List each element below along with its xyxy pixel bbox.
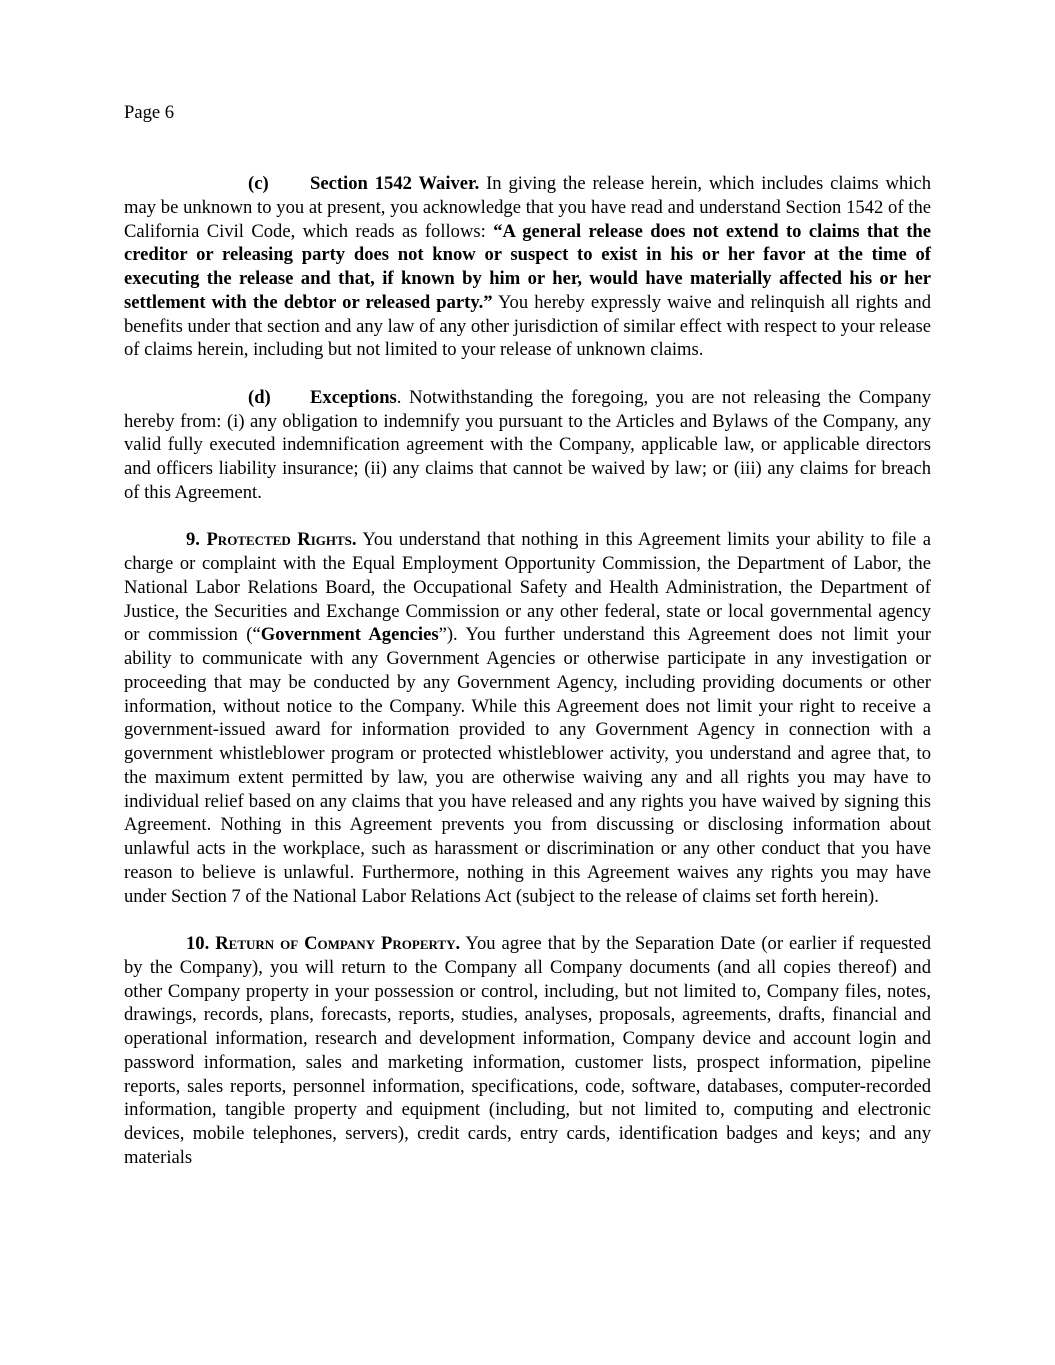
- paragraph-label: (d): [248, 386, 271, 408]
- paragraph-label: (c): [248, 173, 269, 194]
- section-number: 9.: [186, 529, 200, 551]
- paragraph-heading: Exceptions: [310, 386, 397, 408]
- paragraph-section-1542-waiver: [124, 172, 931, 362]
- paragraph-exceptions: [124, 386, 931, 505]
- section-return-of-company-property: [124, 932, 931, 1170]
- section-number: 10.: [186, 933, 210, 954]
- paragraph-text: . Notwithstanding the foregoing, you are not releasing the Company hereby from: (i) any obligation to indemnify you pursuant to the Articles and Bylaws of the Company, any valid fully executed indemnification agreement with the Company, applicable law, or applicable directors and officers liability insurance; (ii) any claims that cannot be waived by law; or (iii) any claims for breach of this Agreement.: [124, 386, 931, 503]
- section-protected-rights: [124, 528, 931, 908]
- page-number: Page 6: [124, 102, 175, 123]
- document-body: [124, 172, 931, 1193]
- paragraph-heading: Section 1542 Waiver.: [310, 173, 480, 194]
- section-text: ”). You further understand this Agreement does not limit your ability to communicate with any Government Agencies or otherwise participate in any investigation or proceeding that may be conducted by any Government Agency, including providing documents or other information, without notice to the Company. While this Agreement does not limit your right to receive a government-issued award for information provided to any Government Agency in connection with a government whistleblower program or protected whistleblower activity, you understand and agree that, to the maximum extent permitted by law, you are otherwise waiving any and all rights you may have to individual relief based on any claims that you have released and any rights you have waived by signing this Agreement. Nothing in this Agreement prevents you from discussing or disclosing information about unlawful acts in the workplace, such as harassment or discrimination or any other conduct that you have reason to believe is unlawful. Furthermore, nothing in this Agreement waives any rights you may have under Section 7 of the National Labor Relations Act (subject to the release of claims set forth herein).: [124, 624, 932, 907]
- paragraph-text: In giving the release herein, which includes claims which may be unknown to you at present, you acknowledge that you have read and understand Section 1542 of the California Civil Code, which reads as follows:: [124, 173, 931, 242]
- defined-term: Government Agencies: [260, 624, 439, 646]
- section-text: You understand that nothing in this Agreement limits your ability to file a charge or complaint with the Equal Employment Opportunity Commission, the Department of Labor, the National Labor Relations Board, the Occupational Safety and Health Administration, the Department of Justice, the Securities and Exchange Commission or any other federal, state or local governmental agency or commission (“: [124, 529, 932, 646]
- section-heading: Protected Rights.: [206, 529, 357, 551]
- statute-quote: “A general release does not extend to claims that the creditor or releasing party does not know or suspect to exist in his or her favor at the time of executing the release and that, if known by him or her, would have materially affected his or her settlement with the debtor or released party.”: [124, 220, 931, 313]
- paragraph-text: You hereby expressly waive and relinquish all rights and benefits under that section and any law of any other jurisdiction of similar effect with respect to your release of claims herein, including but not limited to your release of unknown claims.: [124, 291, 932, 361]
- section-text: You agree that by the Separation Date (or earlier if requested by the Company), you will return to the Company all Company documents (and all copies thereof) and other Company property in your possession or control, including, but not limited to, Company files, notes, drawings, records, plans, forecasts, reports, studies, analyses, proposals, agreements, drafts, financial and operational information, research and development information, Company device and account login and password information, sales and marketing information, customer lists, prospect information, pipeline reports, sales reports, personnel information, specifications, code, software, databases, computer-recorded information, tangible property and equipment (including, but not limited to, computing and electronic devices, mobile telephones, servers), credit cards, entry cards, identification badges and keys; and any materials: [124, 933, 931, 1168]
- section-heading: Return of Company Property.: [215, 933, 461, 954]
